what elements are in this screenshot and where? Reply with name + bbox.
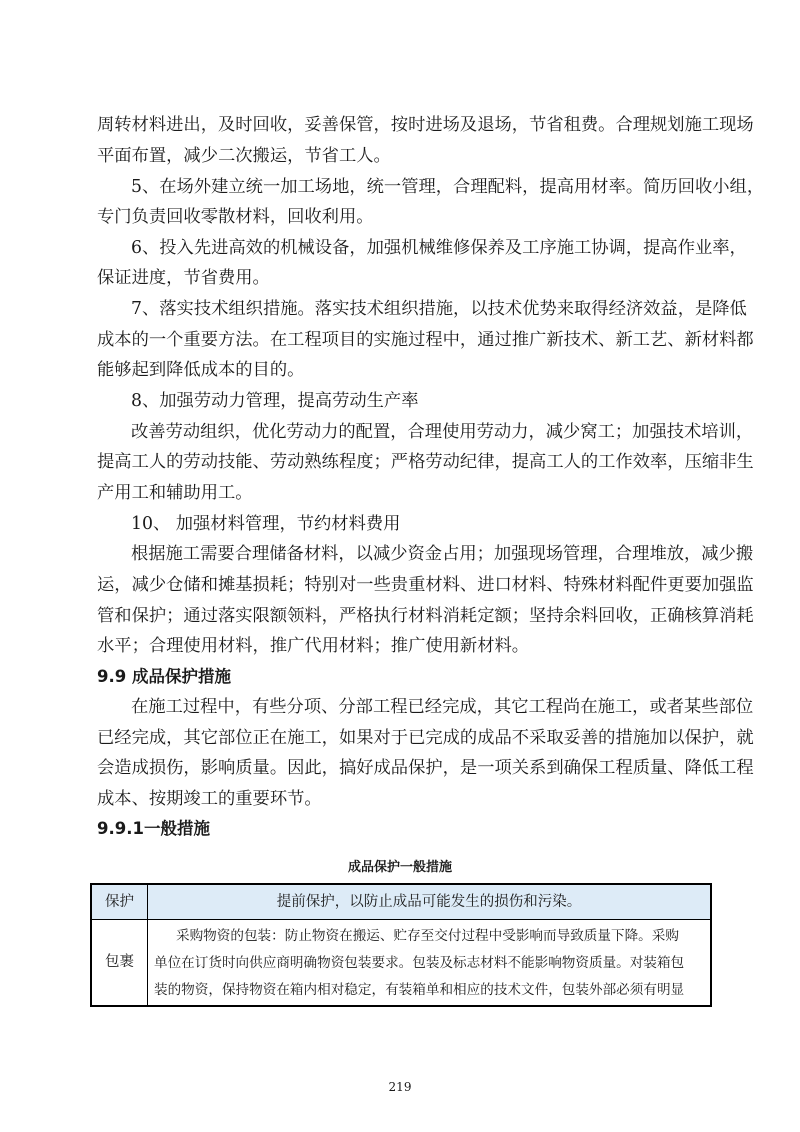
body-line: 7、落实技术组织措施。落实技术组织措施，以技术优势来取得经济效益，是降低 bbox=[131, 299, 747, 319]
cell-line: 单位在订货时向供应商明确物资包装要求。包装及标志材料不能影响物资质量。对装箱包 bbox=[154, 955, 685, 971]
body-line: 周转材料进出，及时回收，妥善保管，按时进场及退场，节省租费。合理规划施工现场 bbox=[97, 115, 754, 135]
section-line: 成本、按期竣工的重要环节。 bbox=[97, 789, 322, 809]
body-line: 能够起到降低成本的目的。 bbox=[97, 360, 305, 380]
cell-line: 装的物资，保持物资在箱内相对稳定，有装箱单和相应的技术文件，包装外部必须有明显 bbox=[154, 982, 685, 998]
subsection-heading: 9.9.1一般措施 bbox=[97, 819, 210, 838]
row-text bbox=[148, 920, 710, 1005]
body-line: 改善劳动组织，优化劳动力的配置，合理使用劳动力，减少窝工；加强技术培训， bbox=[131, 422, 754, 442]
body-line: 专门负责回收零散材料，回收利用。 bbox=[97, 207, 374, 227]
body-line: 成本的一个重要方法。在工程项目的实施过程中，通过推广新技术、新工艺、新材料都 bbox=[97, 330, 754, 350]
body-line: 8、加强劳动力管理，提高劳动生产率 bbox=[131, 391, 419, 411]
page-number: 219 bbox=[388, 1080, 412, 1094]
row-text: 提前保护，以防止成品可能发生的损伤和污染。 bbox=[276, 894, 582, 910]
cell-line: 采购物资的包装：防止物资在搬运、贮存至交付过程中受影响而导致质量下降。采购 bbox=[176, 928, 679, 944]
section-line: 已经完成，其它部位正在施工，如果对于已完成的成品不采取妥善的措施加以保护，就 bbox=[97, 728, 754, 748]
section-line: 会造成损伤，影响质量。因此，搞好成品保护，是一项关系到确保工程质量、降低工程 bbox=[97, 758, 754, 778]
section-heading: 9.9 成品保护措施 bbox=[97, 667, 231, 686]
table-row bbox=[92, 885, 710, 920]
table-row bbox=[92, 920, 710, 1005]
body-line: 6、投入先进高效的机械设备，加强机械维修保养及工序施工协调，提高作业率， bbox=[131, 238, 747, 258]
body-line: 运，减少仓储和摊基损耗；特别对一些贵重材料、进口材料、特殊材料配件更要加强监 bbox=[97, 575, 754, 595]
body-line: 产用工和辅助用工。 bbox=[97, 483, 253, 503]
body-line: 提高工人的劳动技能、劳动熟练程度；严格劳动纪律，提高工人的工作效率，压缩非生 bbox=[97, 452, 754, 472]
body-line: 管和保护；通过落实限额领料，严格执行材料消耗定额；坚持余料回收，正确核算消耗 bbox=[97, 606, 754, 626]
row-label: 保护 bbox=[92, 885, 148, 919]
protection-measures-table bbox=[90, 883, 712, 1007]
body-line: 平面布置，减少二次搬运，节省工人。 bbox=[97, 146, 391, 166]
row-label: 包裹 bbox=[92, 920, 148, 1005]
table-title: 成品保护一般措施 bbox=[347, 860, 452, 875]
section-line: 在施工过程中，有些分项、分部工程已经完成，其它工程尚在施工，或者某些部位 bbox=[131, 697, 754, 717]
body-line: 根据施工需要合理储备材料，以减少资金占用；加强现场管理，合理堆放，减少搬 bbox=[131, 544, 754, 564]
body-line: 保证进度，节省费用。 bbox=[97, 268, 270, 288]
body-line: 水平；合理使用材料，推广代用材料；推广使用新材料。 bbox=[97, 636, 530, 656]
body-line: 5、在场外建立统一加工场地，统一管理，合理配料，提高用材率。简历回收小组， bbox=[131, 177, 765, 197]
body-line: 10、 加强材料管理，节约材料费用 bbox=[131, 514, 401, 534]
